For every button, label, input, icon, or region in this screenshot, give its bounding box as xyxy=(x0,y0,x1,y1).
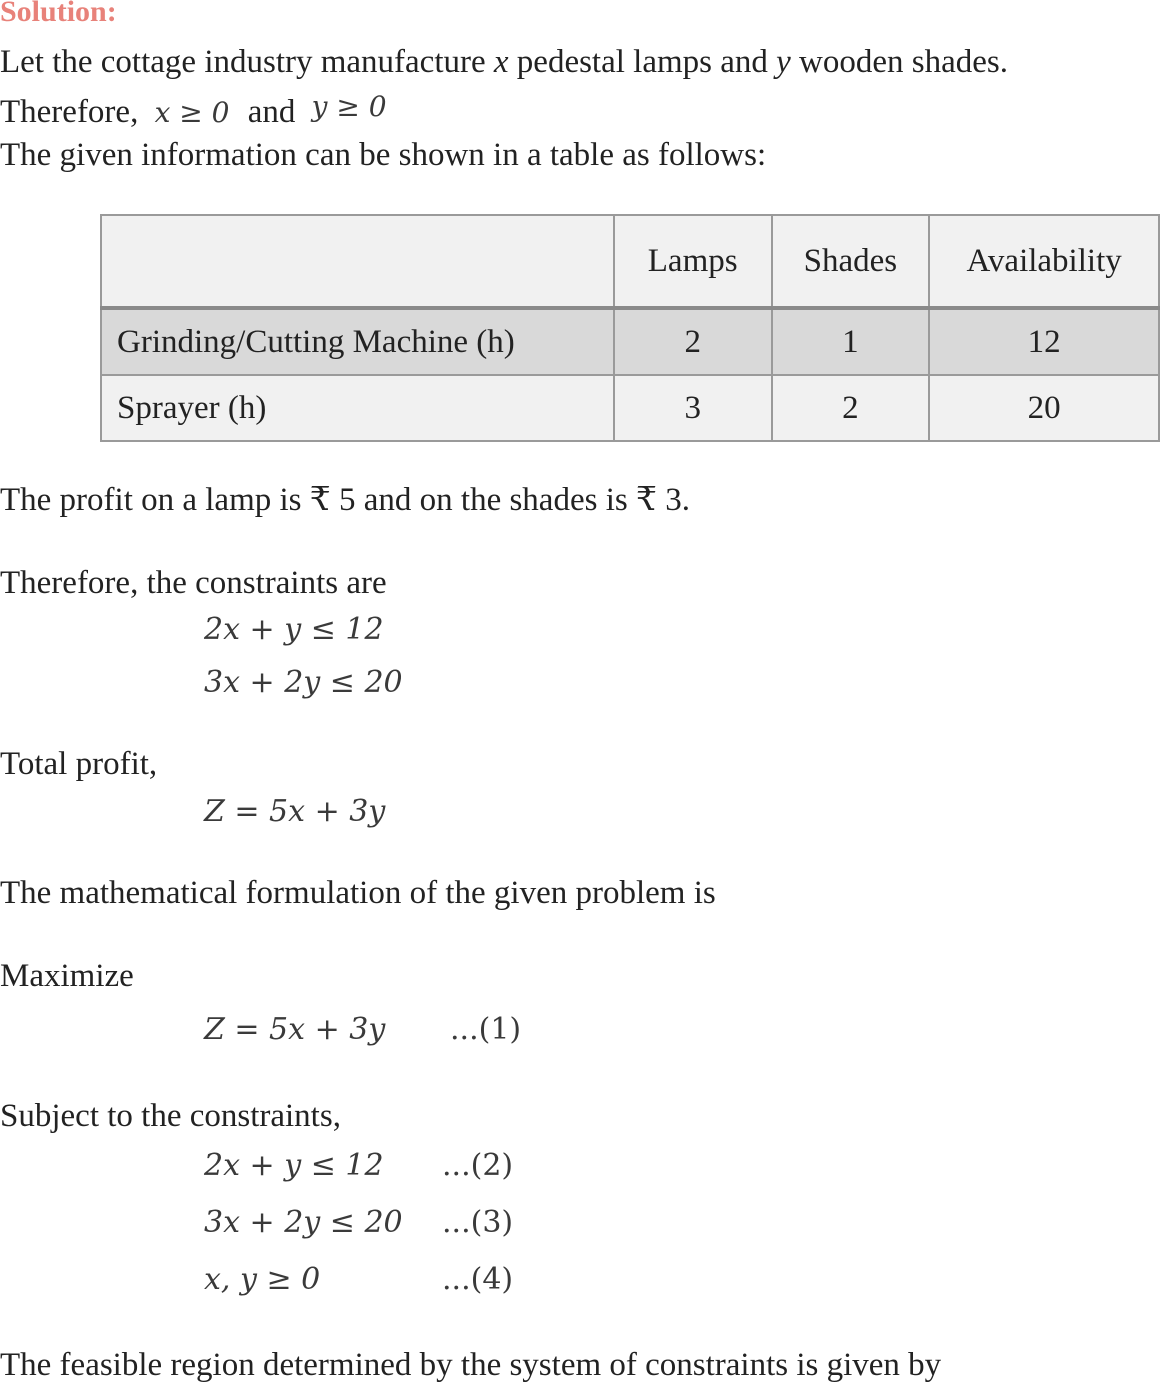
table-header-row xyxy=(101,215,1159,308)
table-cell: 3 xyxy=(614,375,772,441)
table-row xyxy=(101,308,1159,375)
intro-line-1: Let the cottage industry manufacture x pedestal lamps and y wooden shades. xyxy=(0,44,1009,80)
table-header-lamps: Lamps xyxy=(614,215,772,308)
subject-to-text: Subject to the constraints, xyxy=(0,1098,341,1134)
table-cell: 2 xyxy=(614,308,772,375)
equation-reference: ...(2) xyxy=(442,1148,514,1183)
table-cell: Grinding/Cutting Machine (h) xyxy=(101,308,614,375)
maximize-label: Maximize xyxy=(0,958,134,994)
table-header-availability: Availability xyxy=(929,215,1159,308)
profit-text: The profit on a lamp is ₹ 5 and on the shades is ₹ 3. xyxy=(0,482,690,518)
equation-reference: ...(3) xyxy=(442,1205,514,1240)
info-table xyxy=(100,214,1160,442)
formulation-text: The mathematical formulation of the given problem is xyxy=(0,875,716,911)
total-profit-expression: Z = 5x + 3y xyxy=(204,794,386,829)
feasible-region-text: The feasible region determined by the system of constraints is given by xyxy=(0,1347,942,1383)
intro-line-2: Therefore, x ≥ 0 and y ≥ 0 xyxy=(0,90,387,130)
system-constraint: 3x + 2y ≤ 20 xyxy=(204,1205,403,1240)
table-cell: 2 xyxy=(772,375,930,441)
constraint-expression: 3x + 2y ≤ 20 xyxy=(204,665,403,700)
table-cell: 12 xyxy=(929,308,1159,375)
system-constraint: x, y ≥ 0 xyxy=(204,1262,321,1297)
table-header-blank xyxy=(101,215,614,308)
table-cell: Sprayer (h) xyxy=(101,375,614,441)
objective-expression: Z = 5x + 3y xyxy=(204,1012,386,1047)
total-profit-label: Total profit, xyxy=(0,746,158,782)
equation-reference: ...(1) xyxy=(450,1012,522,1047)
table-row xyxy=(101,375,1159,441)
constraints-intro: Therefore, the constraints are xyxy=(0,565,387,601)
solution-heading: Solution: xyxy=(0,0,117,28)
table-header-shades: Shades xyxy=(772,215,930,308)
constraint-expression: 2x + y ≤ 12 xyxy=(204,612,384,647)
intro-line-3: The given information can be shown in a table as follows: xyxy=(0,137,767,173)
equation-reference: ...(4) xyxy=(442,1262,514,1297)
table-cell: 1 xyxy=(772,308,930,375)
table-cell: 20 xyxy=(929,375,1159,441)
system-constraint: 2x + y ≤ 12 xyxy=(204,1148,384,1183)
